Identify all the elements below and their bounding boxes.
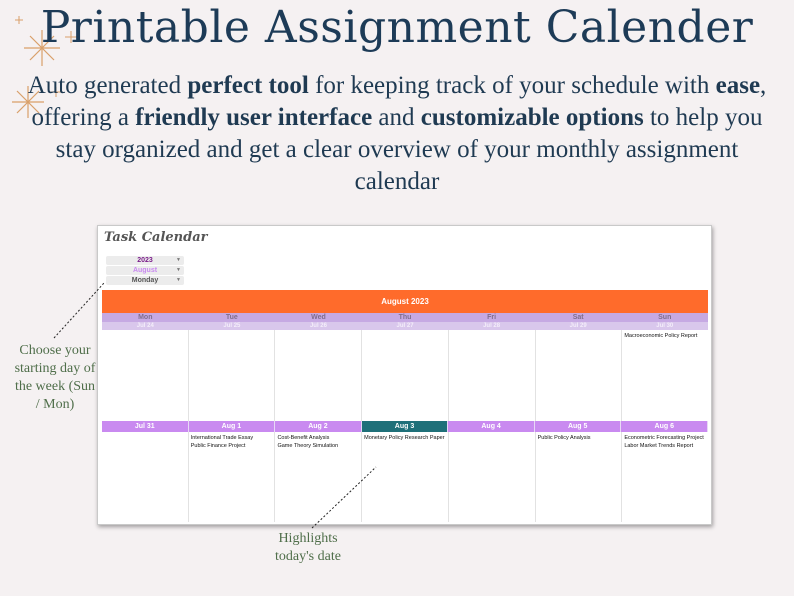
today-callout: Highlights today's date — [275, 531, 341, 564]
task-item: Cost-Benefit Analysis — [277, 435, 330, 441]
task-item: Public Policy Analysis — [537, 435, 591, 441]
subtitle-text: for keeping track of your schedule with — [308, 72, 716, 99]
weekday-header: Sun — [658, 314, 672, 321]
chevron-down-icon: ▼ — [176, 277, 181, 283]
start-day-callout: Choose your starting day of the week (Sun / Mon) — [14, 343, 96, 412]
date-header: Jul 27 — [396, 323, 414, 329]
weekday-header: Sat — [572, 314, 584, 321]
subtitle-text: Auto generated — [27, 72, 188, 99]
date-header: Jul 30 — [656, 323, 674, 329]
weekday-header: Thu — [398, 314, 412, 321]
date-header-today: Aug 3 — [362, 421, 449, 432]
date-header: Jul 24 — [136, 323, 154, 329]
subtitle-emphasis: perfect tool — [187, 72, 309, 99]
weekday-header: Mon — [138, 314, 153, 321]
weekday-header: Tue — [225, 314, 238, 321]
subtitle-emphasis: customizable options — [420, 104, 644, 131]
subtitle-emphasis: ease — [715, 72, 761, 99]
date-header: Aug 2 — [275, 421, 362, 432]
date-header: Aug 5 — [535, 421, 622, 432]
task-item: Game Theory Simulation — [277, 443, 339, 449]
date-header: Jul 28 — [483, 323, 501, 329]
date-header: Jul 26 — [309, 323, 327, 329]
chevron-down-icon: ▼ — [176, 267, 181, 273]
task-item: International Trade Essay — [190, 435, 254, 441]
chevron-down-icon: ▼ — [176, 257, 181, 263]
date-header: Jul 25 — [223, 323, 241, 329]
weekday-header: Wed — [311, 314, 326, 321]
task-item: Labor Market Trends Report — [624, 443, 694, 449]
task-item: Public Finance Project — [190, 443, 246, 449]
subtitle-text: and — [372, 104, 421, 131]
month-select-value: August — [132, 267, 158, 274]
date-header: Jul 29 — [569, 323, 587, 329]
date-header: Aug 6 — [621, 421, 708, 432]
subtitle-text: to help you stay organized and get a clear overview of your monthly assignment calendar — [55, 104, 763, 195]
task-item: Macroeconomic Policy Report — [624, 333, 698, 339]
subtitle-emphasis: friendly user interface — [135, 104, 373, 131]
month-banner: August 2023 — [102, 290, 708, 313]
date-header: Aug 4 — [448, 421, 535, 432]
task-item: Econometric Forecasting Project — [624, 435, 704, 441]
date-header: Aug 1 — [189, 421, 276, 432]
page-title: Printable Assignment Calender — [40, 2, 754, 53]
calendar-title: Task Calendar — [104, 230, 208, 245]
task-item: Monetary Policy Research Paper — [364, 435, 445, 441]
subtitle-text: , offering a — [31, 72, 767, 131]
start-day-select-value: Monday — [131, 277, 159, 284]
date-header: Jul 31 — [102, 421, 189, 432]
weekday-header: Fri — [487, 314, 497, 321]
year-select-value: 2023 — [137, 257, 153, 264]
